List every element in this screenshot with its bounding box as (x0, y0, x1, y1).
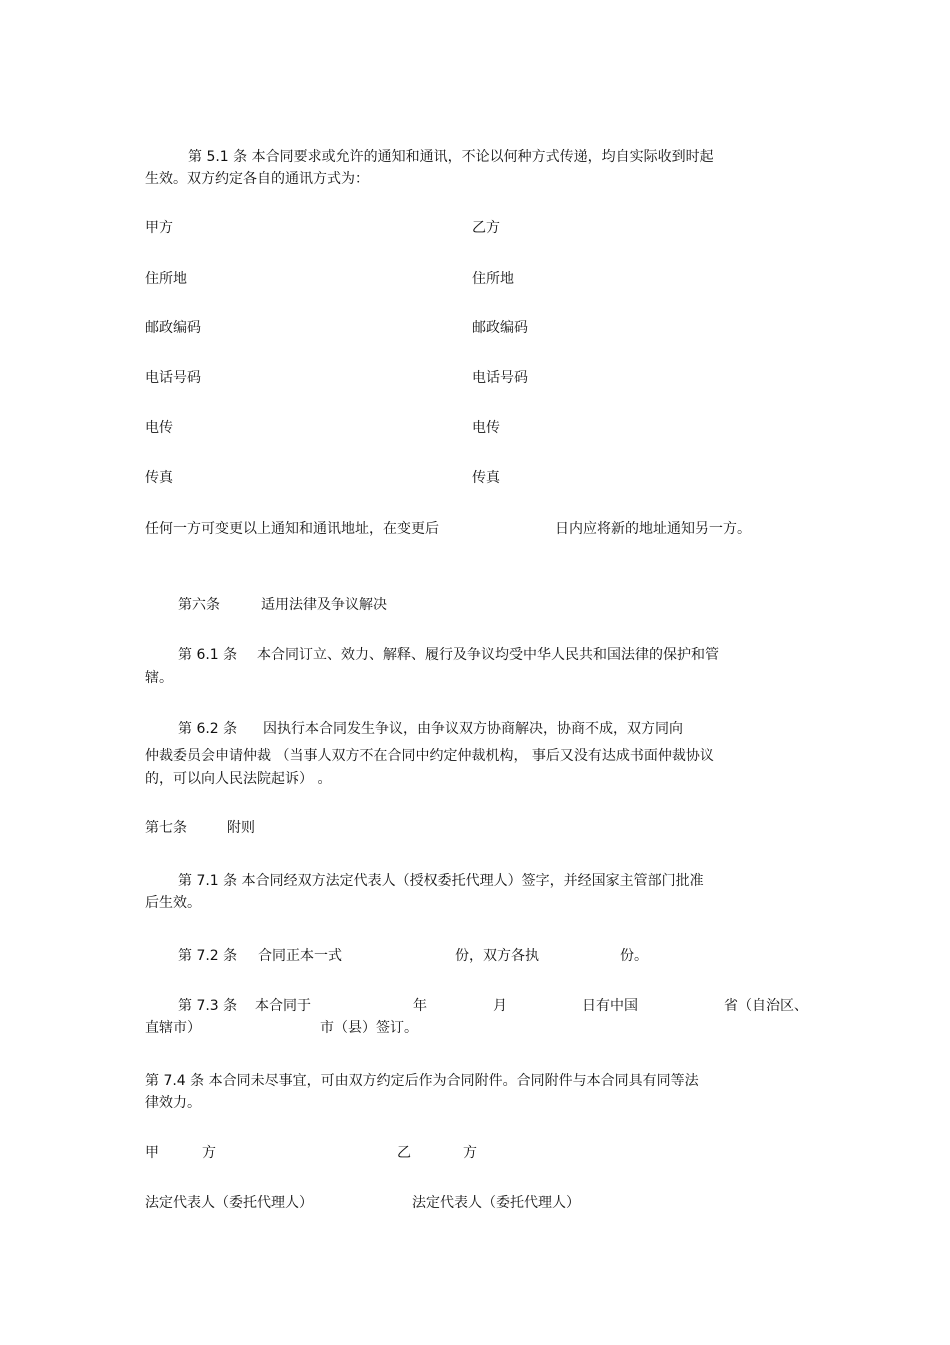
clause-7-2-part-1: 合同正本一式 (258, 948, 342, 964)
signature-party-a-representative: 法定代表人（委托代理人） (145, 1195, 313, 1211)
signature-party-b-representative: 法定代表人（委托代理人） (412, 1195, 580, 1211)
clause-7-3-part-1: 本合同于 (255, 998, 311, 1014)
article-7-title: 附则 (227, 820, 255, 836)
party-b-telex-label: 电传 (472, 420, 500, 436)
clause-7-1-line-2: 后生效。 (145, 895, 201, 911)
change-notice-part-2: 日内应将新的地址通知另一方。 (555, 521, 751, 537)
clause-6-2-line-2: 仲裁委员会申请仲裁 （当事人双方不在合同中约定仲裁机构， 事后又没有达成书面仲裁协议 (145, 748, 714, 764)
article-6-title: 适用法律及争议解决 (261, 597, 387, 613)
clause-7-3-province: 省（自治区、 (724, 998, 808, 1014)
clause-6-2-line-3: 的，可以向人民法院起诉） 。 (145, 771, 332, 787)
party-a-phone-label: 电话号码 (145, 370, 201, 386)
party-a-heading: 甲方 (145, 220, 173, 236)
clause-7-3-line-2-part-2: 市（县）签订。 (320, 1020, 418, 1036)
party-b-heading: 乙方 (472, 220, 500, 236)
signature-party-a-char-1: 甲 (145, 1145, 159, 1161)
party-a-telex-label: 电传 (145, 420, 173, 436)
party-b-postcode-label: 邮政编码 (472, 320, 528, 336)
clause-7-2-number: 第 7.2 条 (178, 948, 238, 964)
party-a-fax-label: 传真 (145, 470, 173, 486)
clause-7-3-number: 第 7.3 条 (178, 998, 238, 1014)
article-7-number: 第七条 (145, 820, 187, 836)
clause-7-2-part-3: 份。 (620, 948, 648, 964)
party-b-fax-label: 传真 (472, 470, 500, 486)
party-b-phone-label: 电话号码 (472, 370, 528, 386)
clause-7-1-line-1: 第 7.1 条 本合同经双方法定代表人（授权委托代理人）签字，并经国家主管部门批准 (178, 873, 704, 889)
clause-7-4-line-2: 律效力。 (145, 1095, 201, 1111)
clause-6-2-line-1: 因执行本合同发生争议，由争议双方协商解决，协商不成，双方同向 (263, 721, 683, 737)
clause-7-3-month: 月 (493, 998, 507, 1014)
party-b-address-label: 住所地 (472, 271, 514, 287)
clause-7-3-day: 日有中国 (582, 998, 638, 1014)
clause-5-1-line-1: 第 5.1 条 本合同要求或允许的通知和通讯，不论以何种方式传递，均自实际收到时起 (188, 149, 714, 165)
clause-7-3-year: 年 (413, 998, 427, 1014)
clause-7-2-part-2: 份，双方各执 (455, 948, 539, 964)
clause-6-1-number: 第 6.1 条 (178, 647, 238, 663)
clause-6-1-line-2: 辖。 (145, 670, 173, 686)
signature-party-b-char-1: 乙 (397, 1145, 411, 1161)
signature-party-b-char-2: 方 (463, 1145, 477, 1161)
clause-7-3-line-2-part-1: 直辖市） (145, 1020, 201, 1036)
party-a-address-label: 住所地 (145, 271, 187, 287)
change-notice-part-1: 任何一方可变更以上通知和通讯地址，在变更后 (145, 521, 439, 537)
party-a-postcode-label: 邮政编码 (145, 320, 201, 336)
article-6-number: 第六条 (178, 597, 220, 613)
clause-6-2-number: 第 6.2 条 (178, 721, 238, 737)
signature-party-a-char-2: 方 (202, 1145, 216, 1161)
clause-5-1-line-2: 生效。双方约定各自的通讯方式为： (145, 171, 369, 187)
clause-6-1-line-1: 本合同订立、效力、解释、履行及争议均受中华人民共和国法律的保护和管 (257, 647, 719, 663)
clause-7-4-line-1: 第 7.4 条 本合同未尽事宜，可由双方约定后作为合同附件。合同附件与本合同具有同等法 (145, 1073, 699, 1089)
